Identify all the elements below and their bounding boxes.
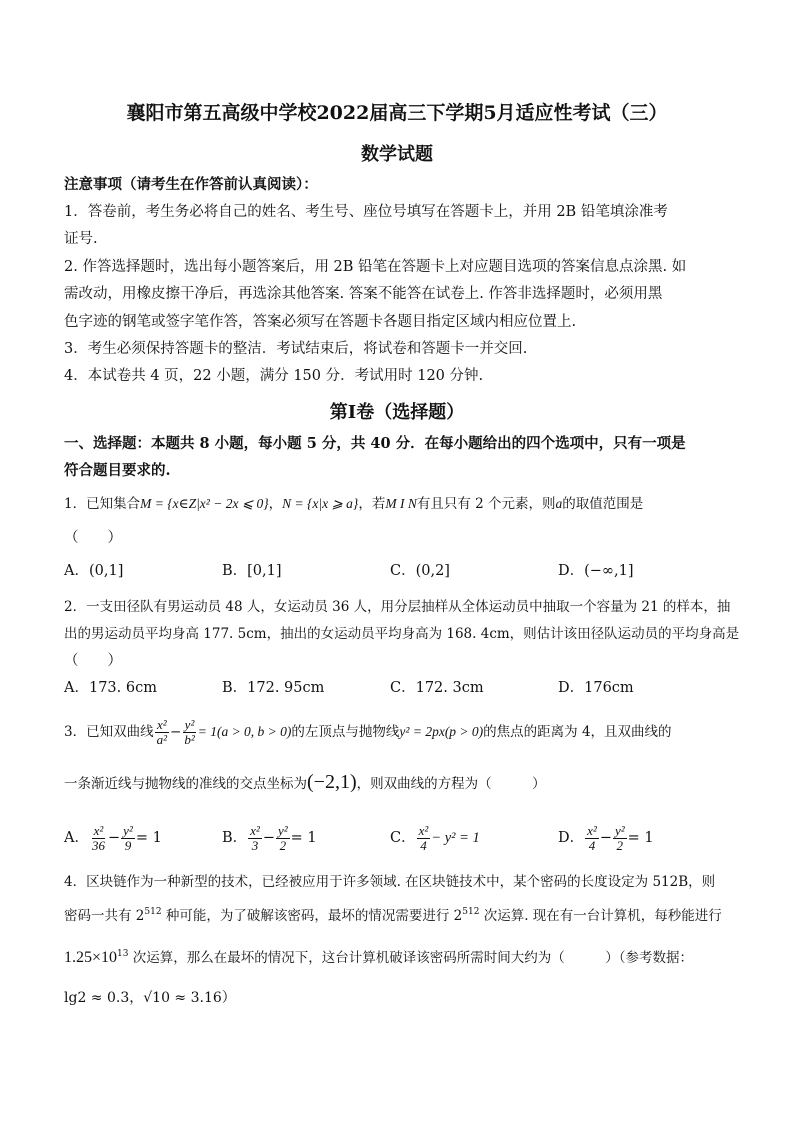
question-2: 2．一支田径队有男运动员 48 人，女运动员 36 人，用分层抽样从全体运动员中抽取一个容量为 21 的样本，抽 — [64, 599, 731, 615]
notice-item-2-cont: 需改动，用橡皮擦干净后，再选涂其他答案. 答案不能答在试卷上. 作答非选择题时，必须用黑 — [64, 286, 663, 302]
part-title: 第Ⅰ卷（选择题） — [329, 402, 465, 423]
q4-line2c: 次运算. 现在有一台计算机，每秒能进行 — [479, 908, 722, 924]
q3-option-a-label: A． — [64, 830, 89, 846]
q1-cond: M I N — [385, 496, 417, 511]
section-heading-cont: 符合题目要求的. — [64, 462, 171, 479]
q1-set-n: N = {x|x ⩾ a} — [282, 496, 359, 511]
q4-exp-13: 13 — [117, 949, 129, 959]
notice-item-4: 4．本试卷共 4 页，22 小题，满分 150 分．考试用时 120 分钟. — [64, 368, 484, 384]
exam-title: 襄阳市第五高级中学校2022届高三下学期5月适应性考试（三） — [126, 102, 668, 124]
q2-option-b[interactable]: B．172. 95cm — [222, 680, 325, 696]
q3-c-rest: − y² = 1 — [431, 830, 480, 846]
q3-d-frac2: $\frac{\text{y²}}{2}$ — [614, 822, 625, 853]
q3-parabola: y² = 2px(p > 0) — [399, 724, 484, 739]
q1-var: a — [555, 496, 563, 511]
notice-item-2: 2. 作答选择题时，选出每小题答案后，用 2B 铅笔在答题卡上对应题目选项的答案信息点涂黑. 如 — [64, 259, 687, 275]
q3-d-frac1: $\frac{\text{x²}}{4}$ — [587, 822, 597, 853]
q3-a-frac2: $\frac{\text{y²}}{9}$ — [123, 822, 133, 853]
question-4-reference: lg2 ≈ 0.3，√10 ≈ 3.16） — [64, 990, 236, 1006]
question-1: 1．已知集合M = {x∈Z|x² − 2x ⩽ 0}，N = {x|x ⩾ a}，若M I N有且只有 2 个元素，则a的取值范围是 — [64, 496, 644, 512]
notice-item-1-cont: 证号. — [64, 231, 98, 247]
q4-exp-1: 512 — [144, 907, 162, 917]
q3-pre: 3．已知双曲线 — [64, 724, 154, 740]
q3-option-c-label: C． — [390, 830, 416, 846]
q3-option-c[interactable] — [390, 818, 480, 858]
q4-line3b: 次运算，那么在最坏的情况下，这台计算机破译该密码所需时间大约为（ ）（参考数据： — [128, 950, 694, 966]
q1-set-m: M = {x∈Z|x² − 2x ⩽ 0} — [140, 496, 269, 511]
notice-item-2-cont2: 色字迹的钢笔或签字笔作答，答案必须写在答题卡各题目指定区域内相应位置上. — [64, 314, 577, 330]
q1-option-c[interactable]: C．(0,2] — [390, 563, 450, 579]
q3-mid1: 的左顶点与抛物线 — [291, 724, 400, 740]
section-heading: 一、选择题：本题共 8 小题，每小题 5 分，共 40 分．在每小题给出的四个选项中，只有一项是 — [64, 435, 686, 452]
q3-b-frac2: $\frac{\text{y²}}{2}$ — [277, 822, 288, 853]
exam-subtitle: 数学试题 — [361, 144, 433, 165]
q3-option-d-label: D． — [558, 830, 585, 846]
q2-option-a[interactable]: A．173. 6cm — [64, 680, 157, 696]
question-3: 3．已知双曲线 $\frac{\text{x²}}{\text{a²}}$ − $\frac{\text{y²}}{\text{b²}}$ = 1(a > 0, b > 0)的左顶点与抛物线y² = 2px(p > 0)的焦点的距离为 4，且双曲线的 — [64, 717, 672, 747]
question-4: 4．区块链作为一种新型的技术，已经被应用于许多领域. 在区块链技术中，某个密码的长度设定为 512B，则 — [64, 874, 716, 890]
q4-line3a: 1.25×10 — [64, 949, 118, 966]
q1-tail: 的取值范围是 — [562, 496, 644, 512]
q3-frac-y: $\frac{\text{y²}}{\text{b²}}$ — [184, 717, 195, 747]
q3-b-frac1: $\frac{\text{x²}}{3}$ — [250, 822, 260, 853]
notice-item-3: 3．考生必须保持答题卡的整洁．考试结束后，将试卷和答题卡一并交回. — [64, 341, 528, 357]
q2-option-d[interactable]: D．176cm — [558, 680, 634, 696]
q1-option-d[interactable]: D．(−∞,1] — [558, 563, 634, 579]
q1-paren: （ ） — [64, 530, 122, 546]
question-2-cont: 出的男运动员平均身高 177. 5cm，抽出的女运动员平均身高为 168. 4cm，则估计该田径队运动员的平均身高是 — [64, 626, 740, 642]
q1-option-a[interactable]: A．(0,1] — [64, 563, 124, 579]
q3-option-a[interactable]: A． $\frac{\text{x²}}{36}$ − $\frac{\text{y²}}{9}$ = 1 — [64, 822, 162, 853]
question-4-cont2 — [64, 948, 693, 968]
q3-mid2: 的焦点的距离为 4，且双曲线的 — [483, 724, 672, 740]
q3-a-frac1: $\frac{\text{x²}}{36}$ — [91, 822, 105, 853]
q2-paren: （ ） — [64, 653, 122, 669]
q3-line2b: ，则双曲线的方程为（ ） — [356, 776, 546, 792]
q3-option-b-label: B． — [222, 830, 248, 846]
q1-pre: 1．已知集合 — [64, 496, 141, 512]
q3-line2a: 一条渐近线与抛物线的准线的交点坐标为 — [64, 776, 307, 792]
q4-exp-2: 512 — [462, 907, 480, 917]
question-4-cont — [64, 906, 722, 926]
q3-cond: = 1(a > 0, b > 0) — [197, 724, 292, 739]
q3-c-frac1: $\frac{\text{x²}}{4}$ — [418, 822, 429, 853]
q3-frac-x: $\frac{\text{x²}}{\text{a²}}$ — [156, 717, 167, 747]
q1-mid: ，若 — [358, 496, 386, 512]
notice-item-1: 1．答卷前，考生务必将自己的姓名、考生号、座位号填写在答题卡上，并用 2B 铅笔填涂准考 — [64, 204, 668, 220]
q4-line2a: 密码一共有 2 — [64, 908, 145, 924]
q2-option-c[interactable]: C．172. 3cm — [390, 680, 484, 696]
q3-point: (−2,1) — [307, 771, 357, 793]
q3-option-b[interactable]: B． $\frac{\text{x²}}{3}$ − $\frac{\text{y²}}{2}$ = 1 — [222, 822, 317, 853]
q4-line2b: 种可能，为了破解该密码，最坏的情况需要进行 2 — [161, 908, 463, 924]
q3-option-d[interactable]: D． $\frac{\text{x²}}{4}$ − $\frac{\text{y²}}{2}$ = 1 — [558, 822, 654, 853]
q1-post: 有且只有 2 个元素，则 — [416, 496, 556, 512]
q1-option-b[interactable]: B．[0,1] — [222, 563, 282, 579]
question-3-cont — [64, 772, 546, 794]
notice-heading: 注意事项（请考生在作答前认真阅读）： — [64, 176, 318, 193]
